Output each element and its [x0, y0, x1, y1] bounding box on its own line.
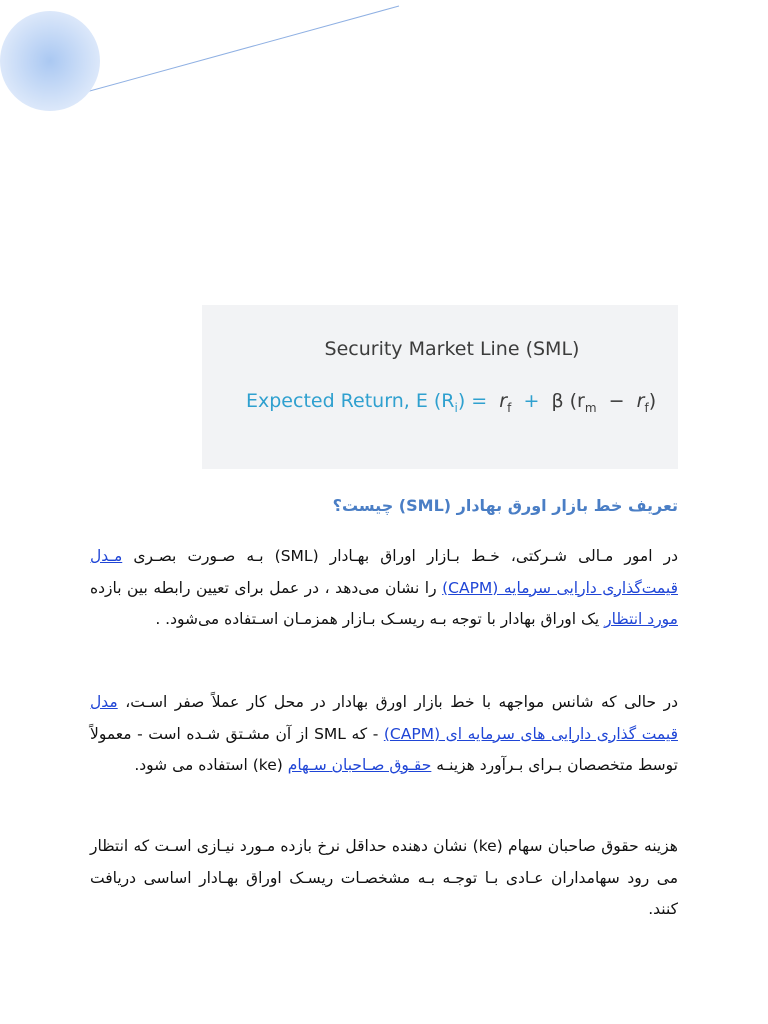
paragraph-2-text-b: - که SML از آن مشـتق شـده است - معمولاً توسط متخصصان بـرای بـرآورد هزینـه: [90, 724, 678, 774]
paragraph-2-text-a: در حالی که شانس مواجهه با خط بازار اورق بهادار در محل کار عملاً صفر اسـت،: [117, 693, 678, 711]
capm-link-2[interactable]: مدل قیمت گذاری دارایی های سرمایه ای (CAPM): [90, 693, 678, 743]
decorative-line: [86, 6, 399, 92]
formula-beta: β ($r_m$: [551, 390, 597, 415]
decorative-circle-graphic: [0, 0, 410, 115]
paragraph-2: [90, 687, 678, 782]
paragraph-1-text-b: را نشان می‌دهد ، در عمل برای تعیین رابطه بین بازده: [90, 578, 443, 597]
capm-link-1[interactable]: مـدل قیمت‌گذاری دارایی سرمایه (CAPM): [90, 547, 678, 597]
formula-rf2: $r_f$): [636, 390, 657, 415]
decorative-circle: [0, 11, 100, 111]
paragraph-1-text-c: یک اوراق بهادار با توجه بـه ریسـک بـازار همزمـان اسـتفاده می‌شود. .: [155, 610, 605, 628]
sml-figure: [202, 305, 678, 469]
expected-link[interactable]: مورد انتظار: [604, 610, 678, 628]
paragraph-1: [90, 541, 678, 636]
formula-minus: −: [608, 390, 625, 412]
equity-link[interactable]: حقـوق صـاحبان سـهام: [287, 756, 432, 774]
section-heading: تعریف خط بازار اورق بهادار (SML) چیست؟: [332, 496, 678, 515]
paragraph-2-text-c: (ke) استفاده می شود.: [134, 756, 288, 774]
paragraph-1-text-a: در امور مـالی شـرکتی، خـط بـازار اوراق بهـادار (SML) بـه صـورت بصـری: [122, 547, 679, 565]
paragraph-3: هزینه حقوق صاحبان سهام (ke) نشان دهنده حداقل نرخ بازده مـورد نیـازی اسـت که انتظار می رود سهامداران عـادی بـا توجـه بـه مشخصـات ریسـک اوراق بهـادار اساسی دریافت کنند.: [90, 837, 678, 918]
figure-title: Security Market Line (SML): [324, 338, 580, 360]
formula-rf: $r_f$: [499, 390, 512, 415]
formula-lhs: Expected Return, E $(R_i)$ =: [246, 390, 488, 415]
formula-plus: +: [523, 390, 540, 412]
sml-formula: [246, 390, 656, 415]
